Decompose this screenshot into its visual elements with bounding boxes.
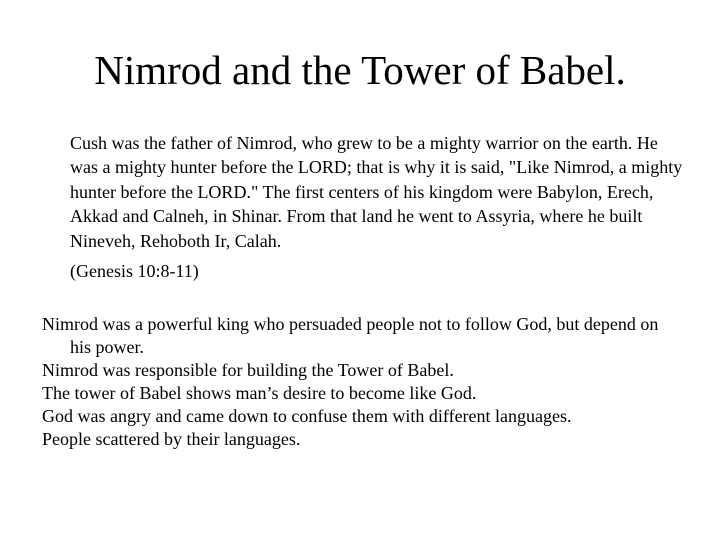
key-point: The tower of Babel shows man’s desire to become like God.: [42, 383, 477, 403]
scripture-quote: [70, 131, 690, 283]
scripture-reference: (Genesis 10:8-11): [70, 261, 199, 282]
scripture-text: Cush was the father of Nimrod, who grew to be a mighty warrior on the earth. He was a mighty hunter before the LORD; that is why it is said, "Like Nimrod, a mighty hunter before the LORD." The first centers of his kingdom were Babylon, Erech, Akkad and Calneh, in Shinar. From that land he went to Assyria, where he built Nineveh, Rehoboth Ir, Calah.: [70, 133, 683, 251]
slide-title: Nimrod and the Tower of Babel.: [94, 47, 626, 93]
key-point: Nimrod was a powerful king who persuaded people not to follow God, but depend on his power.: [42, 314, 659, 357]
key-point: God was angry and came down to confuse them with different languages.: [42, 406, 572, 426]
key-points-list: [42, 313, 682, 451]
key-point: People scattered by their languages.: [42, 429, 301, 449]
key-point: Nimrod was responsible for building the Tower of Babel.: [42, 360, 454, 380]
